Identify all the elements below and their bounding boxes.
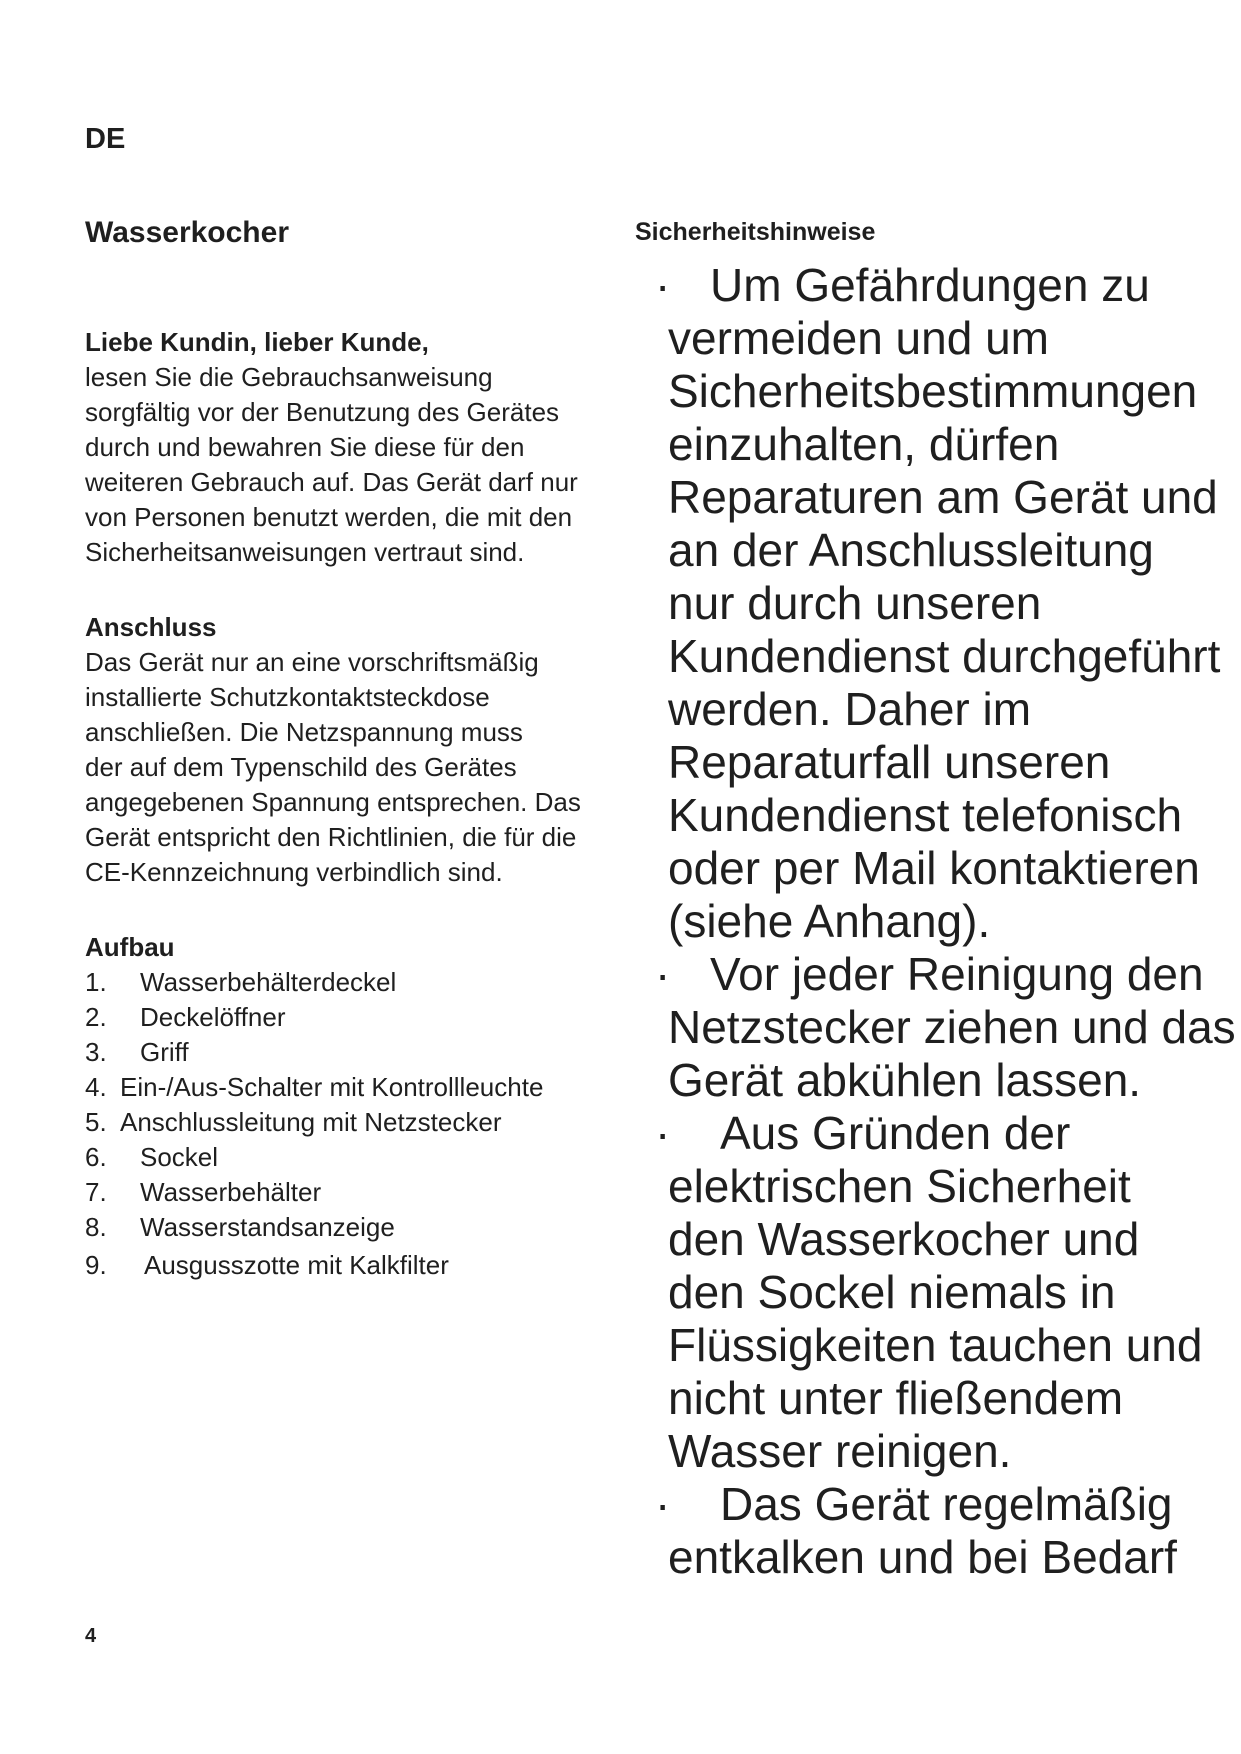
safety-item-line: werden. Daher im [668,683,1032,735]
list-item-number: 4. [85,1072,107,1102]
list-item: Deckelöffner [140,1002,286,1032]
list-item-number: 9. [85,1250,107,1280]
anschluss-line: der auf dem Typenschild des Gerätes [85,752,517,782]
list-item-number: 2. [85,1002,107,1032]
safety-item-line: Netzstecker ziehen und das [668,1001,1236,1053]
bullet-marker: · [655,1478,671,1530]
safety-item-line: den Sockel niemals in [668,1266,1116,1318]
anschluss-line: installierte Schutzkontaktsteckdose [85,682,490,712]
safety-item-line: Wasser reinigen. [668,1425,1012,1477]
safety-item-line: entkalken und bei Bedarf [668,1531,1177,1583]
safety-item-line: Sicherheitsbestimmungen [668,365,1198,417]
safety-item-line: oder per Mail kontaktieren [668,842,1200,894]
page-number: 4 [85,1625,97,1647]
anschluss-line: anschließen. Die Netzspannung muss [85,717,523,747]
list-item-number: 3. [85,1037,107,1067]
list-item-number: 6. [85,1142,107,1172]
safety-item-line: vermeiden und um [668,312,1049,364]
list-item: Wasserbehälterdeckel [140,967,397,997]
greeting-line: sorgfältig vor der Benutzung des Gerätes [85,397,560,427]
list-item-number: 5. [85,1107,107,1137]
bullet-marker: · [655,259,671,311]
aufbau-heading: Aufbau [85,932,175,962]
list-item: Ausgusszotte mit Kalkfilter [144,1250,449,1280]
list-item: Anschlussleitung mit Netzstecker [120,1107,502,1137]
list-item: Ein-/Aus-Schalter mit Kontrollleuchte [120,1072,544,1102]
safety-item-line: Reparaturen am Gerät und [668,471,1218,523]
document-title: Wasserkocher [85,216,289,249]
safety-item-first-line: Das Gerät regelmäßig [720,1478,1173,1530]
safety-item-line: Kundendienst telefonisch [668,789,1183,841]
safety-heading: Sicherheitshinweise [635,218,876,246]
safety-item-line: Reparaturfall unseren [668,736,1111,788]
greeting-line: Sicherheitsanweisungen vertraut sind. [85,537,525,567]
list-item-number: 1. [85,967,107,997]
greeting-heading: Liebe Kundin, lieber Kunde, [85,327,429,357]
anschluss-line: Gerät entspricht den Richtlinien, die für die [85,822,577,852]
safety-item-line: einzuhalten, dürfen [668,418,1060,470]
anschluss-line: CE-Kennzeichnung verbindlich sind. [85,857,503,887]
greeting-line: von Personen benutzt werden, die mit den [85,502,573,532]
greeting-line: weiteren Gebrauch auf. Das Gerät darf nur [85,467,578,497]
safety-item-first-line: Um Gefährdungen zu [710,259,1150,311]
safety-item-line: den Wasserkocher und [668,1213,1140,1265]
safety-item-line: elektrischen Sicherheit [668,1160,1131,1212]
language-code: DE [85,123,126,155]
anschluss-line: angegebenen Spannung entsprechen. Das [85,787,581,817]
list-item-number: 7. [85,1177,107,1207]
anschluss-heading: Anschluss [85,612,217,642]
safety-item-line: Kundendienst durchgeführt [668,630,1221,682]
bullet-marker: · [655,1107,671,1159]
greeting-line: lesen Sie die Gebrauchsanweisung [85,362,493,392]
bullet-marker: · [655,948,671,1000]
safety-item-line: nur durch unseren [668,577,1042,629]
list-item: Sockel [140,1142,219,1172]
safety-item-line: (siehe Anhang). [668,895,991,947]
safety-item-first-line: Vor jeder Reinigung den [710,948,1204,1000]
anschluss-line: Das Gerät nur an eine vorschriftsmäßig [85,647,539,677]
safety-item-line: nicht unter fließendem [668,1372,1124,1424]
safety-item-first-line: Aus Gründen der [720,1107,1071,1159]
list-item: Wasserbehälter [140,1177,322,1207]
list-item-number: 8. [85,1212,107,1242]
list-item: Wasserstandsanzeige [140,1212,395,1242]
list-item: Griff [140,1037,189,1067]
safety-item-line: Flüssigkeiten tauchen und [668,1319,1203,1371]
safety-item-line: an der Anschlussleitung [668,524,1154,576]
greeting-line: durch und bewahren Sie diese für den [85,432,525,462]
safety-item-line: Gerät abkühlen lassen. [668,1054,1142,1106]
